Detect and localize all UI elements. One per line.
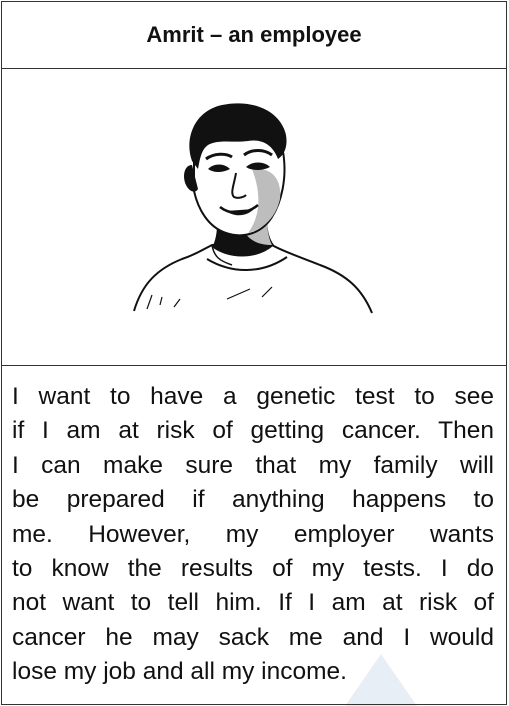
statement-line: I want to have a genetic test to see: [12, 383, 494, 410]
statement-line: be prepared if anything happens to: [12, 486, 494, 514]
statement-text: [12, 380, 494, 690]
statement-cell: [2, 366, 506, 704]
profile-card: [1, 1, 507, 705]
statement-line: not want to tell him. If I am at risk of: [12, 589, 494, 617]
statement-line: lose my job and all my income.: [12, 658, 347, 686]
statement-line: cancer he may sack me and I would: [12, 623, 494, 651]
card-title: Amrit – an employee: [146, 22, 362, 47]
portrait-cell: [2, 69, 506, 366]
title-cell: [2, 2, 506, 69]
statement-line: me. However, my employer wants: [12, 520, 494, 548]
statement-line: to know the results of my tests. I do: [12, 555, 494, 583]
statement-line: if I am at risk of getting cancer. Then: [12, 417, 494, 445]
man-portrait-illustration: [122, 99, 392, 319]
statement-line: I can make sure that my family will: [12, 451, 494, 479]
